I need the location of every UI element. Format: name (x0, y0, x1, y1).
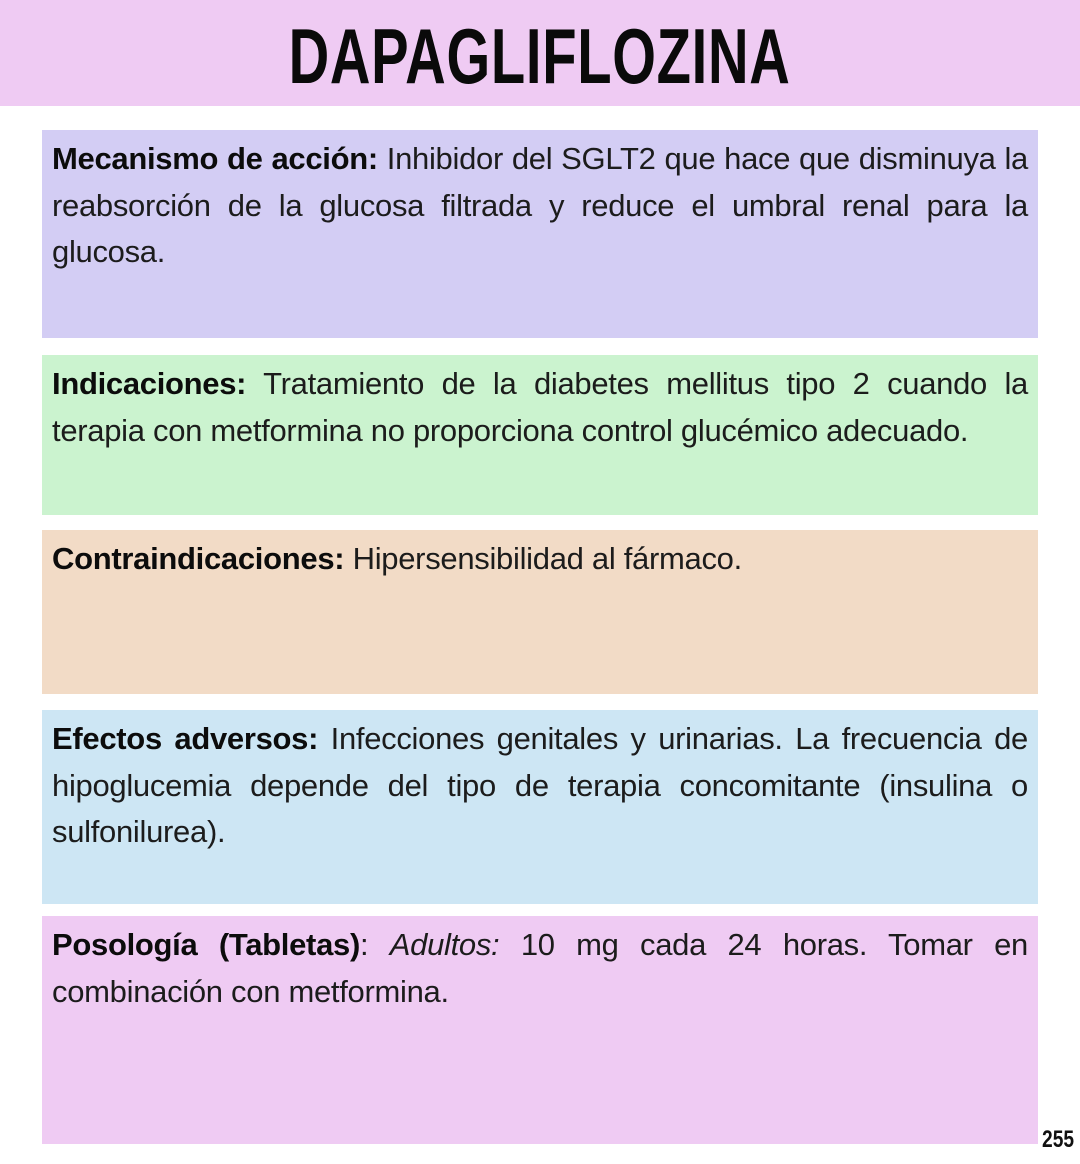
section-efectos-adversos (42, 710, 1038, 904)
title-banner (0, 0, 1080, 106)
section-separator: : (359, 927, 390, 962)
section-label: Indicaciones: (52, 366, 247, 401)
section-text: 10 mg cada 24 horas. Tomar en combinación con metformina. (52, 927, 1028, 1009)
section-label: Posología (Tabletas) (52, 927, 360, 962)
section-contraindicaciones (42, 530, 1038, 694)
section-label: Contraindicaciones: (52, 541, 345, 576)
section-label: Efectos adversos: (52, 721, 319, 756)
section-text: Hipersensibilidad al fármaco. (344, 541, 742, 576)
page-title: DAPAGLIFLOZINA (289, 11, 791, 100)
section-text: Infecciones genitales y urinarias. La frecuencia de hipoglucemia depende del tipo de terapia concomitante (insulina o sulfonilurea). (52, 721, 1028, 849)
section-mecanismo (42, 130, 1038, 338)
section-label: Mecanismo de acción: (52, 141, 378, 176)
section-text: Tratamiento de la diabetes mellitus tipo 2 cuando la terapia con metformina no proporciona control glucémico adecuado. (52, 366, 1028, 448)
section-italic-label: Adultos: (389, 927, 500, 962)
page-number: 255 (1041, 1126, 1074, 1153)
section-posologia (42, 916, 1038, 1144)
section-indicaciones (42, 355, 1038, 515)
section-text: Inhibidor del SGLT2 que hace que disminuya la reabsorción de la glucosa filtrada y reduce el umbral renal para la glucosa. (52, 141, 1028, 269)
